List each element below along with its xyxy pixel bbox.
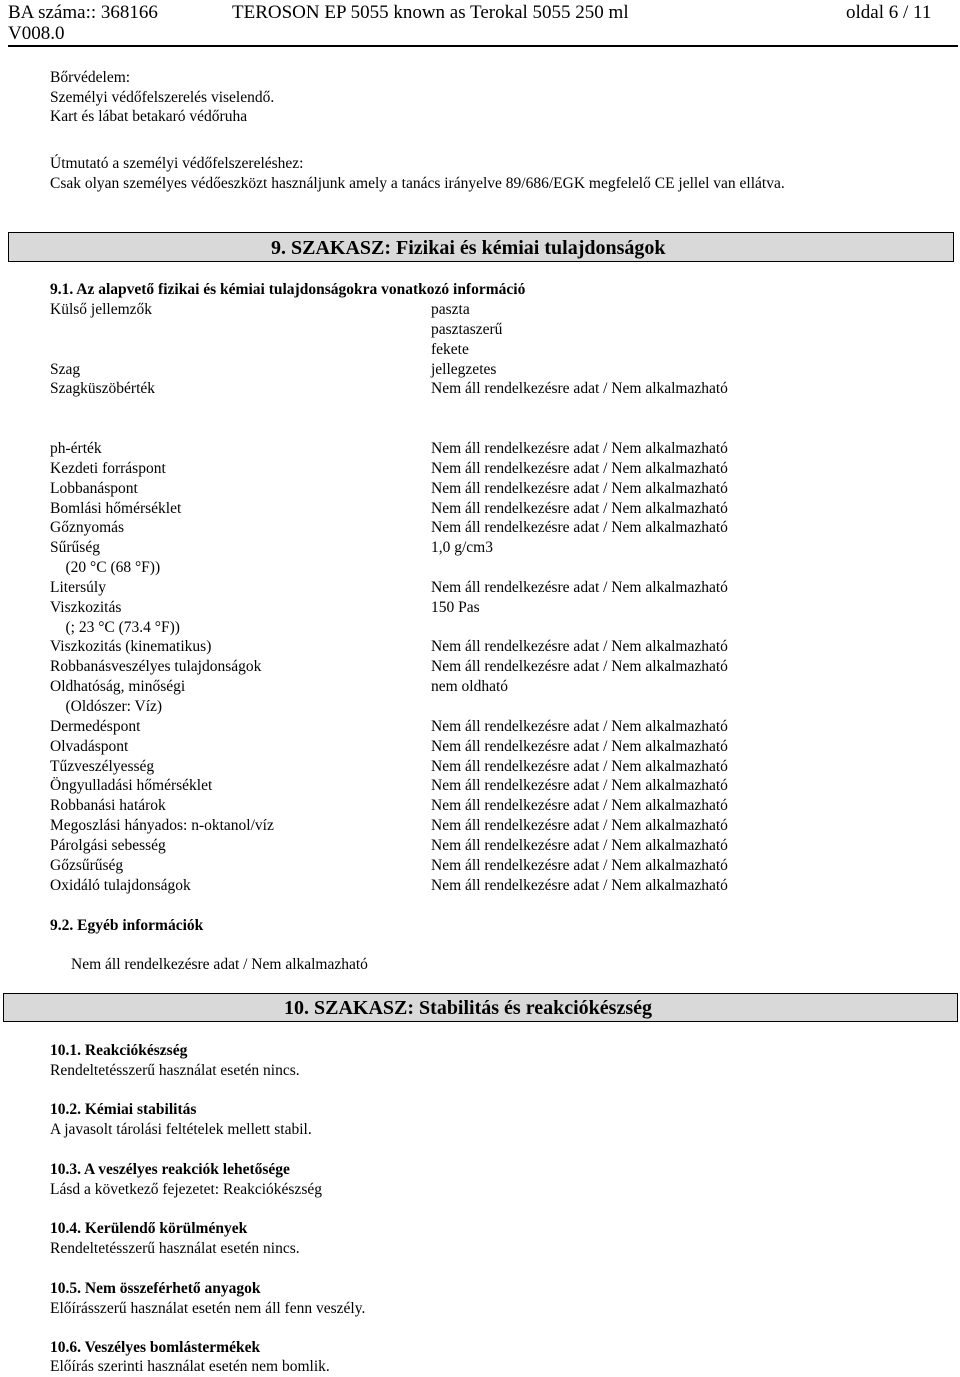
property-row xyxy=(50,360,930,380)
property-label: ph-érték xyxy=(50,440,102,457)
properties-top xyxy=(50,300,930,399)
property-value: nem oldható xyxy=(431,678,509,696)
property-label: Oxidáló tulajdonságok xyxy=(50,876,191,894)
property-label: (Oldószer: Víz) xyxy=(50,697,163,715)
subsection-10-5-heading: 10.5. Nem összeférhető anyagok xyxy=(50,1280,261,1297)
version: V008.0 xyxy=(8,23,65,44)
property-value: fekete xyxy=(431,340,469,358)
property-row xyxy=(50,717,930,737)
subsection-10-6-text: Előírás szerinti használat esetén nem bomlik. xyxy=(50,1358,330,1375)
property-row xyxy=(50,340,930,360)
property-row xyxy=(50,836,930,856)
property-row xyxy=(50,637,930,657)
property-row xyxy=(50,459,930,479)
subsection-10-3-text: Lásd a következő fejezetet: Reakciókészség xyxy=(50,1181,322,1198)
property-row xyxy=(50,618,930,638)
subsection-9-1: 9.1. Az alapvető fizikai és kémiai tulajdonságokra vonatkozó információ xyxy=(50,281,526,298)
property-value: 1,0 g/cm3 xyxy=(431,539,493,557)
property-value: Nem áll rendelkezésre adat / Nem alkalmazható xyxy=(431,380,728,398)
property-row xyxy=(50,737,930,757)
property-row xyxy=(50,518,930,538)
subsection-10-2-text: A javasolt tárolási feltételek mellett stabil. xyxy=(50,1121,312,1138)
property-value: Nem áll rendelkezésre adat / Nem alkalmazható xyxy=(431,519,728,537)
skin-line-1: Személyi védőfelszerelés viselendő. xyxy=(50,89,275,106)
section-10-title: 10. SZAKASZ: Stabilitás és reakciókészség xyxy=(284,997,652,1019)
subsection-10-3-heading: 10.3. A veszélyes reakciók lehetősége xyxy=(50,1161,290,1178)
property-value: Nem áll rendelkezésre adat / Nem alkalmazható xyxy=(431,777,728,795)
subsection-10-1-heading: 10.1. Reakciókészség xyxy=(50,1042,188,1059)
header-rule xyxy=(8,45,958,47)
product-name: TEROSON EP 5055 known as Terokal 5055 250 ml xyxy=(232,2,629,23)
property-label: Dermedéspont xyxy=(50,717,141,735)
property-row xyxy=(50,816,930,836)
skin-line-2: Kart és lábat betakaró védőruha xyxy=(50,108,248,125)
subsection-10-4-text: Rendeltetésszerű használat esetén nincs. xyxy=(50,1240,300,1257)
property-label: Robbanási határok xyxy=(50,797,166,815)
property-value: Nem áll rendelkezésre adat / Nem alkalmazható xyxy=(431,856,728,874)
property-label: Robbanásveszélyes tulajdonságok xyxy=(50,658,262,676)
guide-heading: Útmutató a személyi védőfelszereléshez: xyxy=(50,155,304,172)
property-value: 150 Pas xyxy=(431,598,480,616)
property-label: Viszkozitás xyxy=(50,598,122,616)
subsection-10-6-heading: 10.6. Veszélyes bomlástermékek xyxy=(50,1339,261,1356)
property-value: Nem áll rendelkezésre adat / Nem alkalmazható xyxy=(431,737,728,755)
section-9-title: 9. SZAKASZ: Fizikai és kémiai tulajdonságok xyxy=(271,237,666,259)
property-label: Olvadáspont xyxy=(50,737,129,755)
property-row xyxy=(50,757,930,777)
other-info-text: Nem áll rendelkezésre adat / Nem alkalmazható xyxy=(71,956,368,973)
property-label: Lobbanáspont xyxy=(50,479,138,497)
property-label: Litersúly xyxy=(50,578,106,596)
property-label: (; 23 °C (73.4 °F)) xyxy=(50,618,180,636)
property-value: paszta xyxy=(431,301,470,318)
page-number: oldal 6 / 11 xyxy=(846,2,932,23)
property-value: Nem áll rendelkezésre adat / Nem alkalmazható xyxy=(431,479,728,497)
property-row xyxy=(50,578,930,598)
property-label: Kezdeti forráspont xyxy=(50,459,166,477)
property-row xyxy=(50,300,930,320)
property-value: pasztaszerű xyxy=(431,320,503,338)
property-label: Párolgási sebesség xyxy=(50,836,166,854)
property-value: Nem áll rendelkezésre adat / Nem alkalmazható xyxy=(431,717,728,735)
property-row xyxy=(50,876,930,896)
property-label: Szagküszöbérték xyxy=(50,380,156,398)
skin-heading: Bőrvédelem: xyxy=(50,69,131,86)
property-value: Nem áll rendelkezésre adat / Nem alkalmazható xyxy=(431,757,728,775)
property-row xyxy=(50,558,930,578)
property-row xyxy=(50,598,930,618)
property-row xyxy=(50,697,930,717)
property-label: Oldhatóság, minőségi xyxy=(50,678,186,696)
property-row xyxy=(50,479,930,499)
property-row xyxy=(50,320,930,340)
property-label: Öngyulladási hőmérséklet xyxy=(50,777,213,795)
property-value: Nem áll rendelkezésre adat / Nem alkalmazható xyxy=(431,817,728,835)
guide-text: Csak olyan személyes védőeszközt használjunk amely a tanács irányelve 89/686/EGK megfelelő CE jellel van ellátva. xyxy=(50,175,785,192)
property-label: Gőznyomás xyxy=(50,519,125,537)
property-label: Külső jellemzők xyxy=(50,301,153,318)
property-row xyxy=(50,776,930,796)
property-label: Szag xyxy=(50,360,81,378)
subsection-10-4-heading: 10.4. Kerülendő körülmények xyxy=(50,1220,248,1237)
property-label: Gőzsűrűség xyxy=(50,856,124,874)
properties-table xyxy=(50,439,930,895)
subsection-10-1-text: Rendeltetésszerű használat esetén nincs. xyxy=(50,1062,300,1079)
property-value: Nem áll rendelkezésre adat / Nem alkalmazható xyxy=(431,876,728,894)
property-value: Nem áll rendelkezésre adat / Nem alkalmazható xyxy=(431,459,728,477)
document-id: BA száma:: 368166 xyxy=(8,2,158,23)
property-row xyxy=(50,856,930,876)
property-row xyxy=(50,677,930,697)
property-row xyxy=(50,657,930,677)
property-label: (20 °C (68 °F)) xyxy=(50,559,161,577)
property-label: Megoszlási hányados: n-oktanol/víz xyxy=(50,817,274,835)
property-value: Nem áll rendelkezésre adat / Nem alkalmazható xyxy=(431,578,728,596)
property-row xyxy=(50,538,930,558)
property-row xyxy=(50,796,930,816)
property-label: Bomlási hőmérséklet xyxy=(50,499,182,517)
property-value: Nem áll rendelkezésre adat / Nem alkalmazható xyxy=(431,797,728,815)
property-row xyxy=(50,379,930,399)
subsection-9-2: 9.2. Egyéb információk xyxy=(50,917,204,934)
property-label: Sűrűség xyxy=(50,539,100,557)
property-label: Viszkozitás (kinematikus) xyxy=(50,638,212,656)
property-row xyxy=(50,499,930,519)
property-row xyxy=(50,439,930,459)
property-value: Nem áll rendelkezésre adat / Nem alkalmazható xyxy=(431,638,728,656)
property-value: Nem áll rendelkezésre adat / Nem alkalmazható xyxy=(431,499,728,517)
property-value: Nem áll rendelkezésre adat / Nem alkalmazható xyxy=(431,440,728,457)
property-value: Nem áll rendelkezésre adat / Nem alkalmazható xyxy=(431,836,728,854)
property-value: Nem áll rendelkezésre adat / Nem alkalmazható xyxy=(431,658,728,676)
subsection-10-5-text: Előírásszerű használat esetén nem áll fenn veszély. xyxy=(50,1300,366,1317)
property-value: jellegzetes xyxy=(431,360,497,378)
subsection-10-2-heading: 10.2. Kémiai stabilitás xyxy=(50,1101,197,1118)
property-label: Tűzveszélyesség xyxy=(50,757,155,775)
